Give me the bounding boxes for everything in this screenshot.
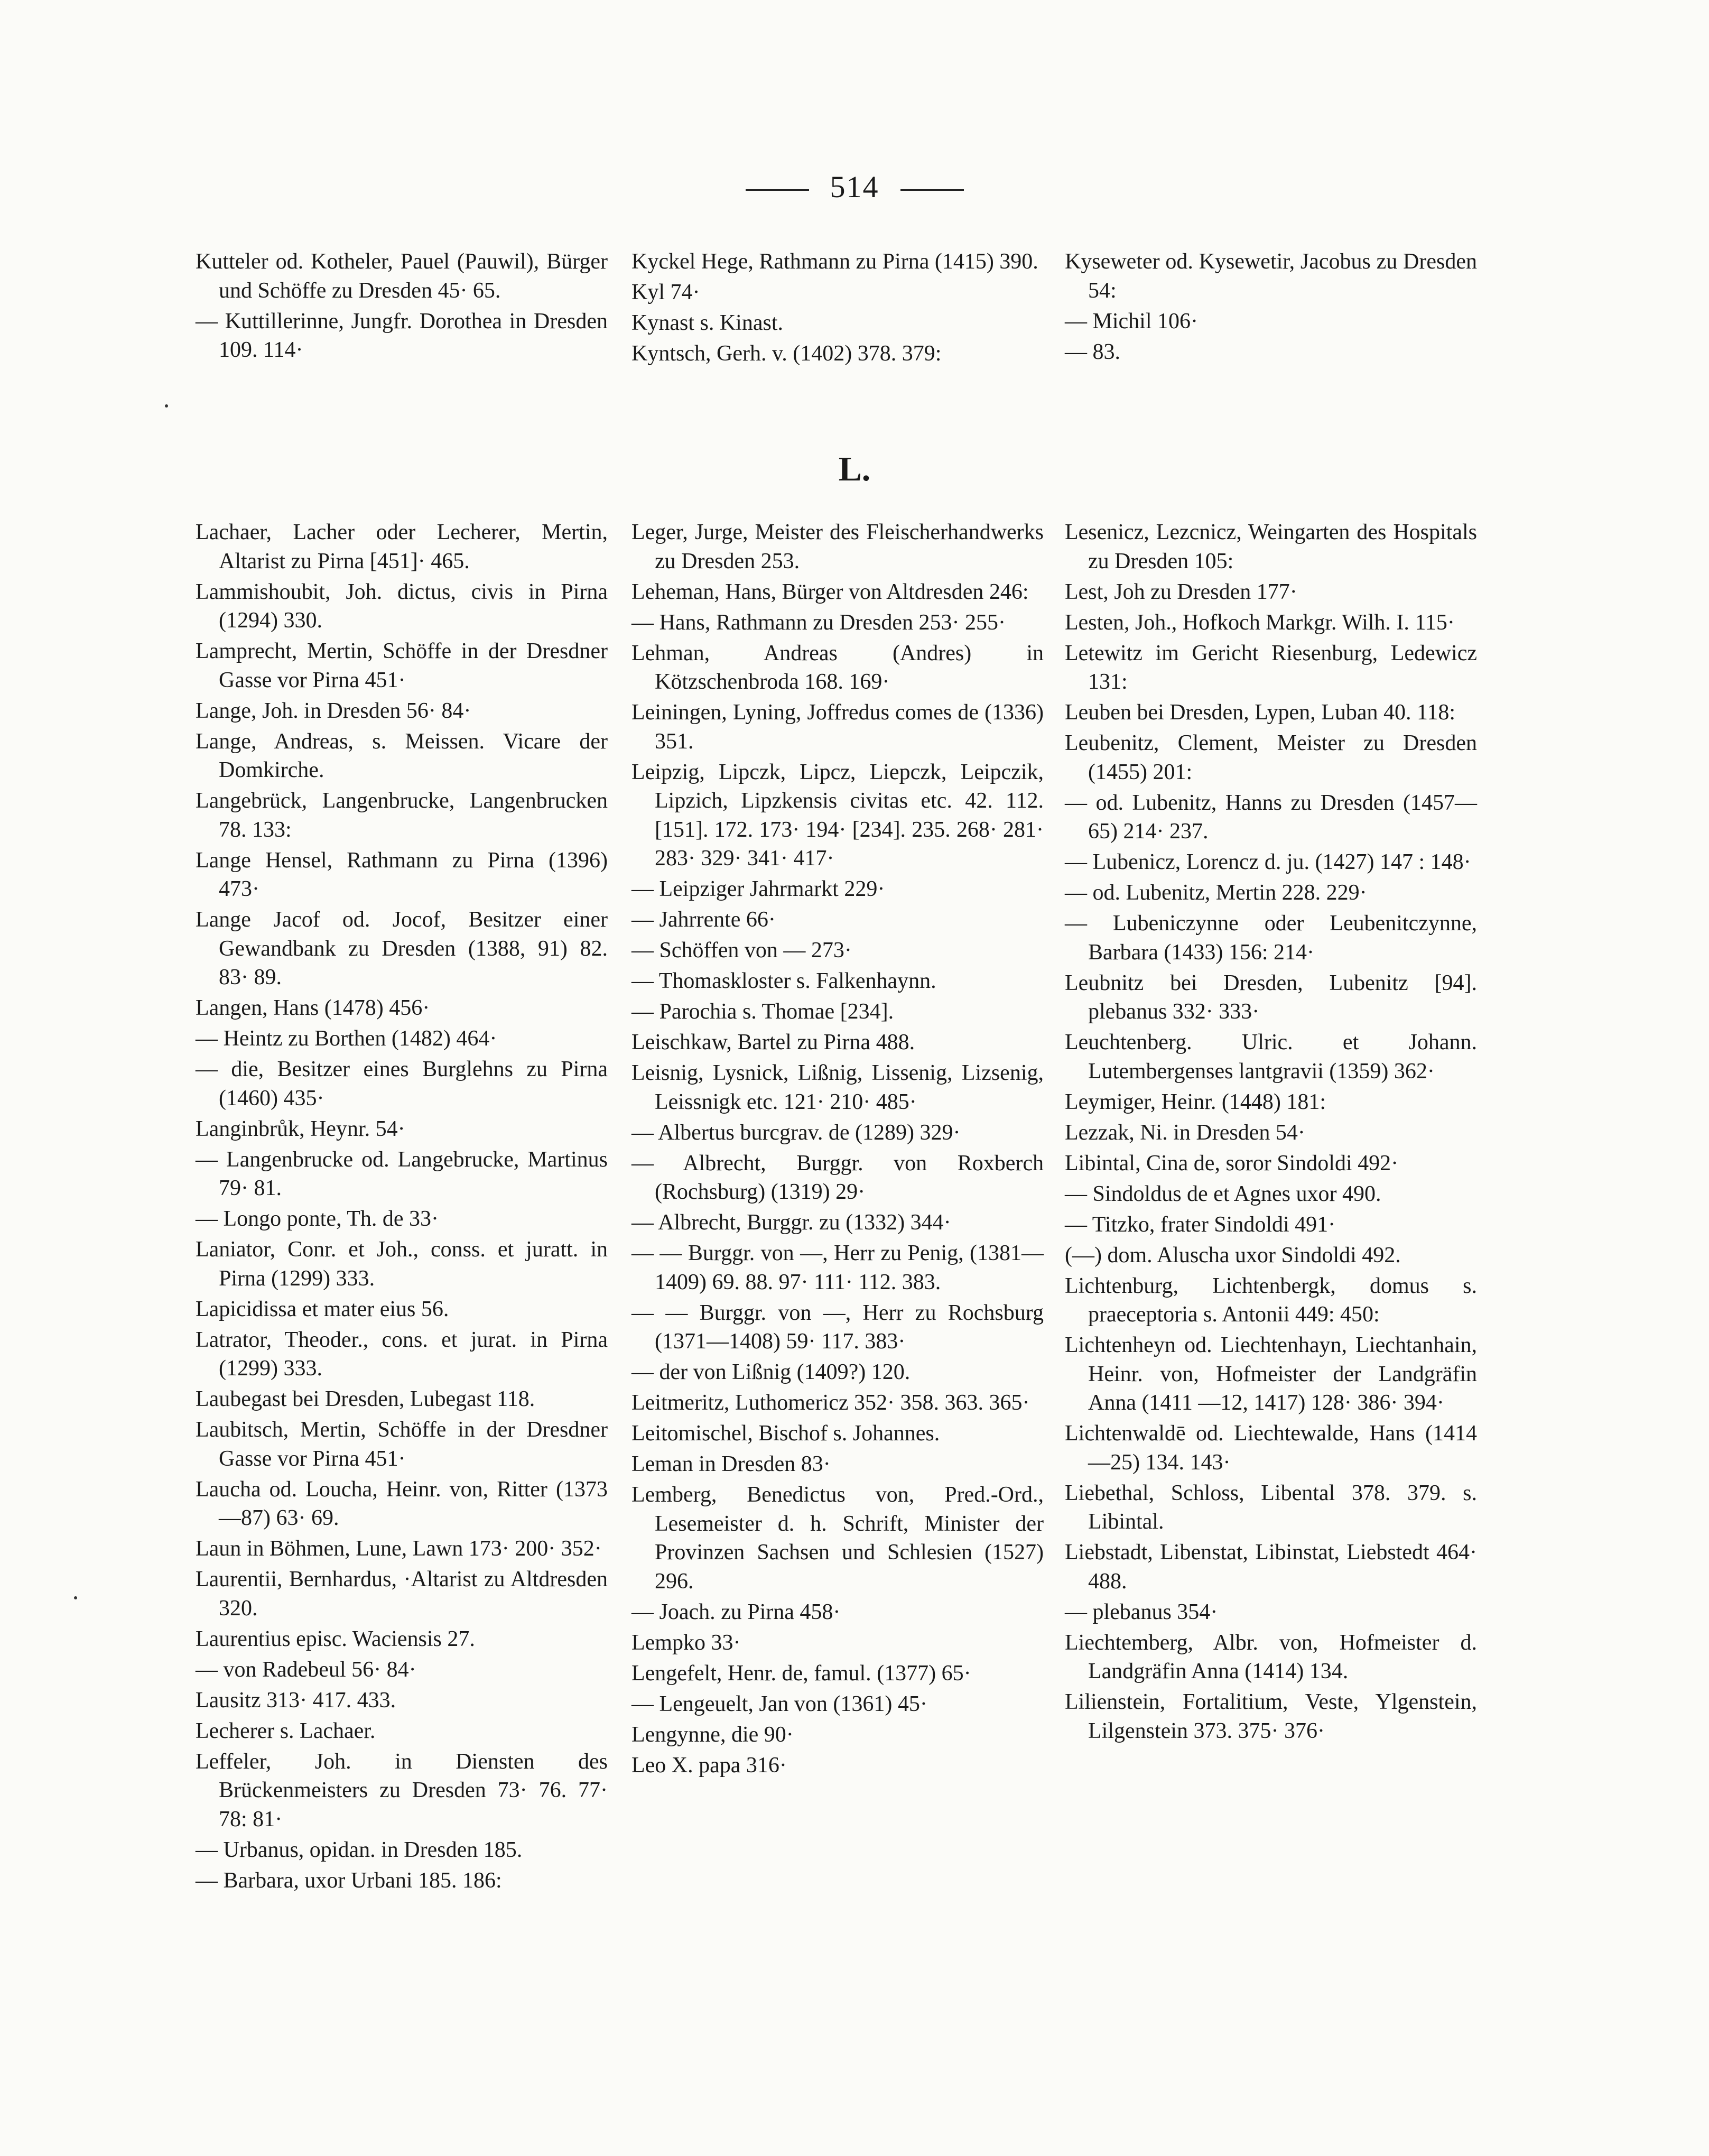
index-entry: — Albertus burcgrav. de (1289) 329·	[631, 1120, 961, 1145]
index-entry: Laun in Böhmen, Lune, Lawn 173· 200· 352·	[196, 1537, 602, 1561]
index-entry: Lezzak, Ni. in Dresden 54·	[1065, 1120, 1305, 1145]
index-entry: Lamprecht, Mertin, Schöffe in der Dresdner Gasse vor Pirna 451·	[196, 639, 608, 692]
index-entry: Lehman, Andreas (Andres) in Kötzschenbroda 168. 169·	[631, 641, 1044, 694]
index-entry: Leisnig, Lysnick, Lißnig, Lissenig, Lizsenig, Leissnigk etc. 121· 210· 485·	[631, 1061, 1044, 1114]
index-entry: — Lubeniczynne oder Leubenitczynne, Barbara (1433) 156: 214·	[1065, 911, 1477, 965]
index-entry: Laucha od. Loucha, Heinr. von, Ritter (1373—87) 63· 69.	[196, 1477, 608, 1530]
index-entry: Kyntsch, Gerh. v. (1402) 378. 379:	[631, 341, 942, 366]
index-entry: Lecherer s. Lachaer.	[196, 1718, 376, 1743]
index-entry: — Lubenicz, Lorencz d. ju. (1427) 147 : 148·	[1065, 850, 1471, 874]
index-entry: Leheman, Hans, Bürger von Altdresden 246:	[631, 579, 1029, 604]
index-entry: Leffeler, Joh. in Diensten des Brückenmeisters zu Dresden 73· 76. 77· 78: 81·	[196, 1749, 608, 1831]
top-column-middle	[631, 247, 1044, 370]
index-entry: — Langenbrucke od. Langebrucke, Martinus 79· 81.	[196, 1147, 608, 1200]
index-entry: Liebethal, Schloss, Libental 378. 379. s. Libintal.	[1065, 1480, 1477, 1534]
index-entry: Liebstadt, Libenstat, Libinstat, Liebstedt 464· 488.	[1065, 1540, 1477, 1594]
index-entry: Lengefelt, Henr. de, famul. (1377) 65·	[631, 1661, 971, 1686]
top-column-right	[1065, 247, 1477, 368]
index-entry: — od. Lubenitz, Hanns zu Dresden (1457—65) 214· 237.	[1065, 790, 1477, 844]
index-entry: Lange Jacof od. Jocof, Besitzer einer Gewandbank zu Dresden (1388, 91) 82. 83· 89.	[196, 908, 608, 989]
index-entry: — Joach. zu Pirna 458·	[631, 1599, 841, 1624]
index-entry: — Barbara, uxor Urbani 185. 186:	[196, 1868, 502, 1893]
index-entry: Liechtemberg, Albr. von, Hofmeister d. Landgräfin Anna (1414) 134.	[1065, 1630, 1477, 1683]
index-entry: — Hans, Rathmann zu Dresden 253· 255·	[631, 610, 1006, 635]
index-entry: Langinbrůk, Heynr. 54·	[196, 1116, 405, 1141]
index-entry: — Michil 106·	[1065, 309, 1198, 334]
index-entry: — od. Lubenitz, Mertin 228. 229·	[1065, 881, 1367, 905]
index-entry: — — Burggr. von —, Herr zu Rochsburg (1371—1408) 59· 117. 383·	[631, 1300, 1044, 1354]
index-entry: Leischkaw, Bartel zu Pirna 488.	[631, 1030, 915, 1054]
index-entry: Leitomischel, Bischof s. Johannes.	[631, 1421, 940, 1446]
index-entry: Leubnitz bei Dresden, Lubenitz [94]. plebanus 332· 333·	[1065, 970, 1477, 1024]
index-entry: Leman in Dresden 83·	[631, 1452, 831, 1476]
index-entry: Leitmeritz, Luthomericz 352· 358. 363. 365·	[631, 1391, 1030, 1415]
main-column-middle	[631, 518, 1044, 1782]
index-entry: Leuben bei Dresden, Lypen, Luban 40. 118:	[1065, 700, 1456, 725]
index-entry: Leo X. papa 316·	[631, 1753, 787, 1778]
index-entry: Lesenicz, Lezcnicz, Weingarten des Hospitals zu Dresden 105:	[1065, 520, 1477, 573]
index-entry: Langen, Hans (1478) 456·	[196, 996, 430, 1020]
index-entry: Lammishoubit, Joh. dictus, civis in Pirna (1294) 330.	[196, 579, 608, 633]
index-entry: Lengynne, die 90·	[631, 1722, 794, 1747]
index-entry: — — Burggr. von —, Herr zu Penig, (1381—1409) 69. 88. 97· 111· 112. 383.	[631, 1241, 1044, 1294]
index-entry: Langebrück, Langenbrucke, Langenbrucken 78. 133:	[196, 789, 608, 842]
index-entry: Lempko 33·	[631, 1630, 741, 1655]
header-rule-left	[746, 189, 809, 191]
index-entry: Kyckel Hege, Rathmann zu Pirna (1415) 390.	[631, 249, 1038, 274]
index-entry: — der von Lißnig (1409?) 120.	[631, 1360, 911, 1384]
index-entry: Lachaer, Lacher oder Lecherer, Mertin, Altarist zu Pirna [451]· 465.	[196, 520, 608, 573]
index-entry: — Jahrrente 66·	[631, 908, 776, 932]
index-entry: Lest, Joh zu Dresden 177·	[1065, 579, 1297, 604]
index-entry: Kyseweter od. Kysewetir, Jacobus zu Dresden 54:	[1065, 249, 1477, 303]
index-entry: Kutteler od. Kotheler, Pauel (Pauwil), Bürger und Schöffe zu Dresden 45· 65.	[196, 249, 608, 303]
index-entry: Leubenitz, Clement, Meister zu Dresden (1455) 201:	[1065, 731, 1477, 784]
index-entry: Libintal, Cina de, soror Sindoldi 492·	[1065, 1151, 1399, 1176]
section-heading: L.	[838, 450, 871, 488]
ink-speck	[74, 1596, 77, 1599]
index-entry: Lichtenburg, Lichtenbergk, domus s. praeceptoria s. Antonii 449: 450:	[1065, 1273, 1477, 1327]
index-entry: — plebanus 354·	[1065, 1599, 1218, 1624]
index-entry: Latrator, Theoder., cons. et jurat. in Pirna (1299) 333.	[196, 1327, 608, 1381]
index-entry: — 83.	[1065, 339, 1120, 364]
index-entry: Kynast s. Kinast.	[631, 311, 783, 335]
main-column-right	[1065, 518, 1477, 1747]
index-entry: — Leipziger Jahrmarkt 229·	[631, 877, 885, 901]
index-entry: Lichtenheyn od. Liechtenhayn, Liechtanhain, Heinr. von, Hofmeister der Landgräfin Anna (1411 —12, 1417) 128· 386· 394·	[1065, 1333, 1477, 1415]
index-entry: — Heintz zu Borthen (1482) 464·	[196, 1026, 497, 1051]
top-column-left	[196, 247, 608, 366]
index-entry: — Titzko, frater Sindoldi 491·	[1065, 1212, 1336, 1237]
index-entry: Leuchtenberg. Ulric. et Johann. Lutembergenses lantgravii (1359) 362·	[1065, 1030, 1477, 1084]
index-entry: — Schöffen von — 273·	[631, 938, 852, 963]
index-entry: Laubitsch, Mertin, Schöffe in der Dresdner Gasse vor Pirna 451·	[196, 1418, 608, 1471]
index-entry: — Sindoldus de et Agnes uxor 490.	[1065, 1181, 1381, 1206]
index-entry: Leipzig, Lipczk, Lipcz, Liepczk, Leipczik, Lipzich, Lipzkensis civitas etc. 42. 112. [151]. 172. 173· 194· [234]. 235. 268· 281· 283· 329· 341· 417·	[631, 760, 1044, 871]
index-entry: — die, Besitzer eines Burglehns zu Pirna (1460) 435·	[196, 1057, 608, 1111]
index-entry: Lemberg, Benedictus von, Pred.-Ord., Lesemeister d. h. Schrift, Minister der Provinzen Sachsen und Schlesien (1527) 296.	[631, 1483, 1044, 1594]
index-entry: Lichtenwaldē od. Liechtewalde, Hans (1414—25) 134. 143·	[1065, 1421, 1477, 1475]
index-entry: Laurentius episc. Waciensis 27.	[196, 1626, 475, 1651]
index-entry: Laubegast bei Dresden, Lubegast 118.	[196, 1387, 535, 1411]
main-column-left	[196, 518, 608, 1897]
ink-speck	[165, 404, 168, 408]
index-entry: Lange, Andreas, s. Meissen. Vicare der Domkirche.	[196, 729, 608, 782]
header-rule-right	[900, 189, 964, 191]
index-entry: Lesten, Joh., Hofkoch Markgr. Wilh. I. 115·	[1065, 610, 1455, 635]
page-number	[0, 169, 1709, 205]
index-entry: Lausitz 313· 417. 433.	[196, 1688, 396, 1713]
index-entry: Leiningen, Lyning, Joffredus comes de (1336) 351.	[631, 700, 1044, 754]
index-entry: Leger, Jurge, Meister des Fleischerhandwerks zu Dresden 253.	[631, 520, 1044, 573]
index-entry: Lapicidissa et mater eius 56.	[196, 1297, 449, 1321]
index-entry: Laurentii, Bernhardus, ·Altarist zu Altdresden 320.	[196, 1567, 608, 1621]
index-entry: Lange Hensel, Rathmann zu Pirna (1396) 473·	[196, 848, 608, 901]
index-entry: — Parochia s. Thomae [234].	[631, 1000, 894, 1024]
index-entry: — Lengeuelt, Jan von (1361) 45·	[631, 1691, 927, 1716]
index-entry: Lange, Joh. in Dresden 56· 84·	[196, 698, 471, 723]
index-entry: — Albrecht, Burggr. von Roxberch (Rochsburg) (1319) 29·	[631, 1151, 1044, 1204]
index-entry: — Albrecht, Burggr. zu (1332) 344·	[631, 1210, 951, 1235]
index-entry: — Urbanus, opidan. in Dresden 185.	[196, 1837, 523, 1862]
index-entry: Lilienstein, Fortalitium, Veste, Ylgenstein, Lilgenstein 373. 375· 376·	[1065, 1690, 1477, 1743]
index-entry: — Longo ponte, Th. de 33·	[196, 1207, 439, 1231]
index-entry: Kyl 74·	[631, 280, 700, 304]
index-entry: Leymiger, Heinr. (1448) 181:	[1065, 1089, 1326, 1114]
page-number-text: 514	[830, 170, 879, 204]
index-entry: (—) dom. Aluscha uxor Sindoldi 492.	[1065, 1243, 1401, 1267]
index-entry: Laniator, Conr. et Joh., conss. et juratt. in Pirna (1299) 333.	[196, 1237, 608, 1291]
index-entry: — Kuttillerinne, Jungfr. Dorothea in Dresden 109. 114·	[196, 309, 608, 362]
index-entry: — von Radebeul 56· 84·	[196, 1657, 416, 1682]
index-entry: — Thomaskloster s. Falkenhaynn.	[631, 969, 936, 993]
index-entry: Letewitz im Gericht Riesenburg, Ledewicz 131:	[1065, 641, 1477, 694]
